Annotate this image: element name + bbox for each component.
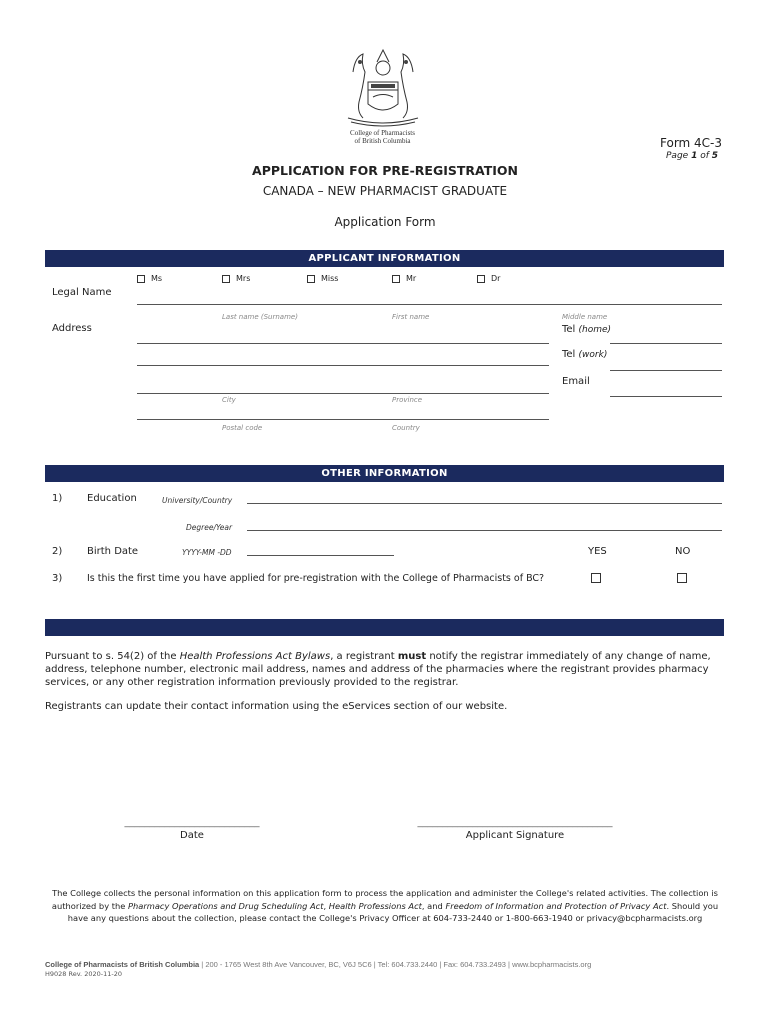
salutation-mrs[interactable]	[222, 274, 250, 283]
college-crest-logo	[333, 42, 433, 130]
q2-number: 2)	[52, 546, 63, 557]
first-time-question: Is this the first time you have applied for pre-registration with the College of Pharmacists of BC?	[87, 573, 545, 584]
form-subtitle: CANADA – NEW PHARMACIST GRADUATE	[262, 184, 508, 198]
address-postal-country-field[interactable]	[137, 419, 549, 420]
address-line-2[interactable]	[137, 365, 549, 366]
first-name-hint: First name	[392, 313, 430, 321]
footer-line	[45, 960, 591, 969]
page-total: 5	[711, 151, 719, 161]
notice-text-c: , a registrant	[330, 651, 398, 662]
address-label: Address	[52, 323, 92, 334]
date-signature-label: Date	[180, 830, 204, 841]
degree-field[interactable]	[247, 530, 722, 531]
privacy-act-1: Pharmacy Operations and Drug Scheduling Act	[128, 900, 324, 911]
salutation-mr-label: Mr	[406, 274, 417, 283]
page-indicator	[666, 151, 718, 161]
privacy-text-c: ,	[323, 900, 329, 911]
legal-name-field[interactable]	[137, 304, 722, 305]
tel-home-field[interactable]	[610, 343, 722, 344]
middle-name-hint: Middle name	[562, 313, 608, 321]
q3-no-checkbox[interactable]	[677, 573, 687, 583]
logo-text-line2: of British Columbia	[354, 137, 411, 145]
city-hint: City	[222, 396, 236, 404]
form-label: Application Form	[334, 215, 436, 229]
page-prefix: Page	[666, 151, 689, 161]
checkbox-miss[interactable]	[307, 275, 315, 283]
q3-yes-checkbox[interactable]	[591, 573, 601, 583]
address-city-province-field[interactable]	[137, 393, 549, 394]
footer-revision: H9028 Rev. 2020-11-20	[45, 970, 122, 978]
salutation-miss-label: Miss	[321, 274, 339, 283]
no-column-label: NO	[675, 546, 691, 557]
form-title: APPLICATION FOR PRE-REGISTRATION	[252, 163, 518, 178]
privacy-act-2: Health Professions Act	[328, 900, 422, 911]
notice-text-a: Pursuant to s. 54(2) of the	[45, 651, 180, 662]
other-section-header: OTHER INFORMATION	[45, 465, 724, 482]
notice-text-e: notify the registrar immediately of any change of name, address, telephone number, electronic mail address, names and address of the pharmacies where the registrant provides pharmacy services, or any other registration information previously provided to the registrar.	[45, 651, 711, 688]
privacy-statement	[50, 887, 720, 925]
footer-org: College of Pharmacists of British Columbia	[45, 960, 200, 969]
education-label: Education	[87, 493, 137, 504]
notice-act-name: Health Professions Act Bylaws	[179, 651, 331, 662]
eservices-paragraph: Registrants can update their contact information using the eServices section of our website.	[45, 701, 508, 712]
date-format-hint: YYYY-MM -DD	[182, 548, 232, 557]
birth-date-label: Birth Date	[87, 546, 139, 557]
tel-work-label	[562, 349, 607, 360]
notice-paragraph	[45, 650, 725, 689]
salutation-miss[interactable]	[307, 274, 338, 283]
salutation-mrs-label: Mrs	[236, 274, 251, 283]
salutation-ms[interactable]	[137, 274, 162, 283]
privacy-text-a: The College collects the personal information on this application form to process the application and administer the College's related activities. The collection is authorized by the	[51, 888, 718, 911]
salutation-dr-label: Dr	[491, 274, 501, 283]
university-field[interactable]	[247, 503, 722, 504]
page-current: 1	[691, 151, 698, 161]
applicant-signature-label: Applicant Signature	[465, 830, 565, 841]
tel-label-work: Tel	[562, 349, 576, 360]
checkbox-ms[interactable]	[137, 275, 145, 283]
yes-column-label: YES	[588, 546, 607, 557]
province-hint: Province	[392, 396, 423, 404]
date-signature-line[interactable]: ___________________________	[124, 817, 260, 828]
salutation-mr[interactable]	[392, 274, 416, 283]
q3-number: 3)	[52, 573, 63, 584]
email-field[interactable]	[610, 396, 722, 397]
legal-name-label: Legal Name	[52, 287, 112, 298]
notice-must: must	[397, 651, 427, 662]
applicant-section-header: APPLICANT INFORMATION	[45, 250, 724, 267]
postal-code-hint: Postal code	[222, 424, 263, 432]
form-number: Form 4C-3	[660, 136, 723, 150]
email-label: Email	[562, 376, 590, 387]
tel-home-label	[562, 324, 611, 335]
privacy-text-g: . Should you have any questions about the collection, please contact the College's Privacy Officer at 604-733-2440 or 1-800-663-1940 or privacy@bcpharmacists.org	[67, 900, 719, 923]
salutation-dr[interactable]	[477, 274, 500, 283]
tel-label: Tel	[562, 324, 576, 335]
checkbox-mr[interactable]	[392, 275, 400, 283]
applicant-signature-line[interactable]: _______________________________________	[417, 817, 613, 828]
birth-date-field[interactable]	[247, 555, 394, 556]
tel-work-field[interactable]	[610, 370, 722, 371]
q1-number: 1)	[52, 493, 63, 504]
salutation-ms-label: Ms	[151, 274, 163, 283]
notice-section-bar	[45, 619, 724, 636]
privacy-act-3: Freedom of Information and Protection of Privacy Act	[445, 900, 667, 911]
degree-hint: Degree/Year	[186, 523, 233, 532]
checkbox-dr[interactable]	[477, 275, 485, 283]
logo-text	[320, 129, 445, 145]
privacy-text-e: , and	[421, 900, 446, 911]
work-label: (work)	[578, 350, 608, 360]
country-hint: Country	[392, 424, 420, 432]
last-name-hint: Last name (Surname)	[222, 313, 298, 321]
checkbox-mrs[interactable]	[222, 275, 230, 283]
home-label: (home)	[578, 325, 612, 335]
address-line-1[interactable]	[137, 343, 549, 344]
page-of: of	[700, 151, 709, 161]
university-hint: University/Country	[162, 496, 233, 505]
footer-address: | 200 - 1765 West 8th Ave Vancouver, BC, V6J 5C6 | Tel: 604.733.2440 | Fax: 604.733.2493 | www.bcpharmacists.org	[199, 960, 592, 969]
logo-text-line1: College of Pharmacists	[350, 129, 415, 137]
